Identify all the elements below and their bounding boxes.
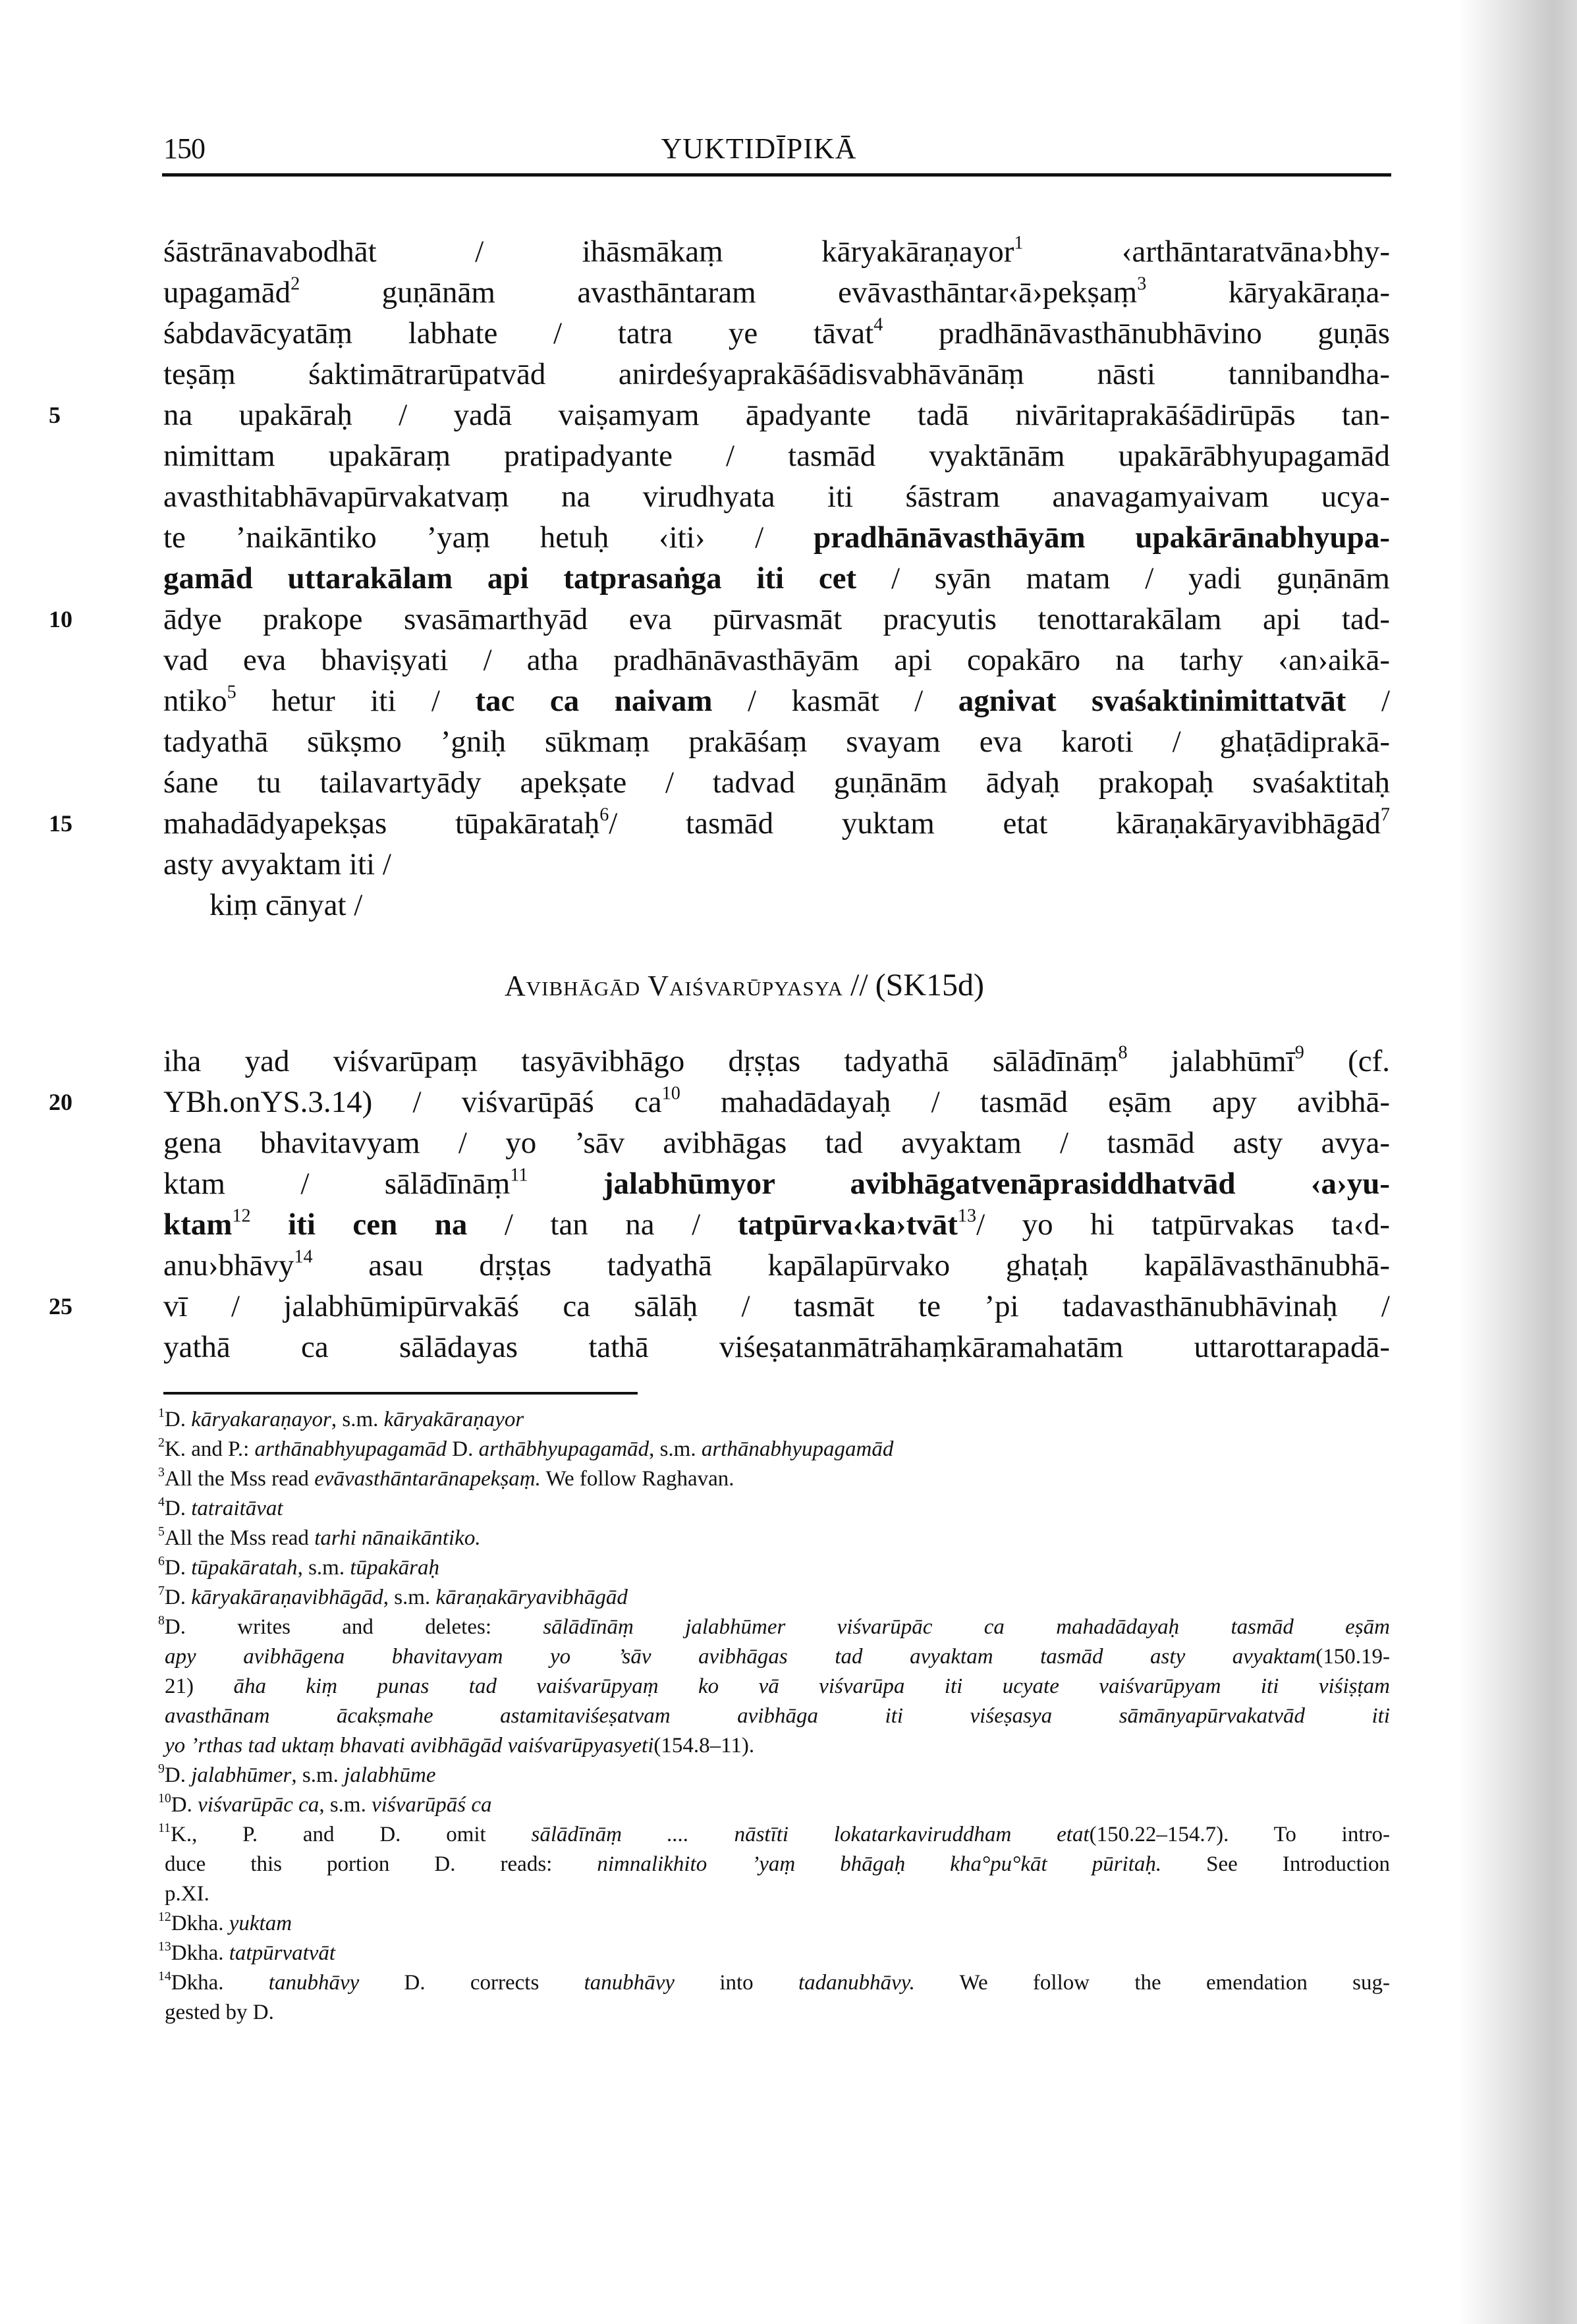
text-run: (150.22–154.7). To intro-	[1089, 1823, 1390, 1846]
footnote-marker: 7	[1380, 804, 1391, 825]
text-line	[163, 803, 1390, 844]
text-line	[163, 517, 1390, 558]
footnote-marker: 3	[158, 1465, 165, 1480]
footnote-marker: 4	[158, 1495, 165, 1510]
footnote-line	[158, 1583, 1390, 1613]
footnote-marker: 5	[158, 1524, 165, 1539]
text-run: /	[1346, 684, 1390, 718]
text-run: / syān matam / yadi guṇānām	[856, 561, 1390, 595]
footnote-line	[158, 1613, 1390, 1642]
footnote	[158, 1435, 1390, 1464]
footnote-line	[158, 1761, 1390, 1790]
text-run: na upakāraḥ / yadā vaiṣamyam āpadyante tadā nivāritaprakāśādirūpās tan-	[163, 398, 1390, 432]
bold-text: jalabhūmyor avibhāgatvenāprasiddhatvād ‹a›yu-	[603, 1167, 1390, 1201]
text-line	[163, 1041, 1390, 1082]
footnote-marker: 11	[158, 1821, 171, 1836]
footnote	[158, 1405, 1390, 1435]
footnotes	[158, 1405, 1390, 2028]
text-run: , s.m.	[297, 1556, 350, 1580]
footnote-marker: 1	[1014, 233, 1024, 254]
italic-text: viśvarūpāś ca	[372, 1793, 492, 1817]
text-run: Dkha.	[171, 1971, 269, 1995]
footnote-marker: 11	[510, 1165, 528, 1186]
text-line	[163, 1204, 1390, 1245]
italic-text: arthābhyupagamād	[478, 1437, 650, 1461]
text-line	[163, 1082, 1390, 1122]
footnote-marker: 3	[1137, 273, 1147, 294]
text-run: pradhānāvasthānubhāvino guṇās	[883, 316, 1390, 350]
text-line	[163, 395, 1390, 435]
text-run: D.	[164, 1556, 192, 1580]
text-run: ktam / sālādīnāṃ	[163, 1167, 511, 1201]
text-run: We follow Raghavan.	[540, 1467, 734, 1491]
italic-text: kāraṇakāryavibhāgād	[435, 1586, 628, 1609]
page-edge-shadow	[1458, 0, 1577, 2324]
text-run: / yo hi tatpūrvakas ta‹d-	[976, 1207, 1390, 1242]
text-run: (cf.	[1304, 1044, 1390, 1078]
italic-text: apy avibhāgena bhavitavyam yo ’sāv avibhāgas tad avyaktam tasmād asty avyaktam	[165, 1645, 1316, 1669]
text-run: jalabhūmī	[1127, 1044, 1295, 1078]
footnote	[158, 1613, 1390, 1761]
footnote-marker: 2	[290, 273, 300, 294]
text-line	[163, 558, 1390, 599]
text-run: / tasmād yuktam etat kāraṇakāryavibhāgād	[609, 806, 1381, 841]
italic-text: tanubhāvy	[584, 1971, 675, 1995]
text-run: Dkha.	[171, 1941, 229, 1965]
footnote-line	[158, 1642, 1390, 1672]
text-line	[163, 1327, 1390, 1368]
footnote-marker: 7	[158, 1584, 165, 1599]
text-line	[163, 640, 1390, 680]
footnote-marker: 1	[158, 1406, 165, 1421]
text-run: / kasmāt /	[712, 684, 958, 718]
text-run: Dkha.	[171, 1912, 229, 1935]
text-run: iha yad viśvarūpaṃ tasyāvibhāgo dṛṣṭas tadyathā sālādīnāṃ	[163, 1044, 1119, 1078]
footnote-line	[158, 1968, 1390, 1998]
text-run: vī / jalabhūmipūrvakāś ca sālāḥ / tasmāt te ’pi tadavasthānubhāvinaḥ /	[163, 1289, 1390, 1323]
footnote	[158, 1790, 1390, 1820]
text-run: guṇānām avasthāntaram evāvasthāntar‹ā›pekṣaṃ	[300, 275, 1138, 310]
footnote-line	[158, 1879, 1390, 1909]
text-run: yathā ca sālādayas tathā viśeṣatanmātrāhaṃkāramahatām uttarottarapadā-	[163, 1330, 1390, 1364]
footnote-line	[158, 1405, 1390, 1435]
footnote-marker: 10	[158, 1791, 171, 1806]
text-run: , s.m.	[331, 1408, 384, 1431]
text-line	[163, 231, 1390, 272]
italic-text: avasthānam ācakṣmahe astamitaviśeṣatvam avibhāga iti viśeṣasya sāmānyapūrvakatvād iti	[165, 1704, 1390, 1728]
text-run: gested by D.	[165, 2001, 274, 2024]
line-number: 20	[49, 1089, 72, 1115]
italic-text: viśvarūpāc ca	[198, 1793, 319, 1817]
footnote-marker: 14	[294, 1246, 313, 1267]
text-run: te ’naikāntiko ’yaṃ hetuḥ ‹iti› /	[163, 520, 814, 555]
text-run: , s.m.	[319, 1793, 372, 1817]
text-run: hetur iti /	[236, 684, 476, 718]
footnote-marker: 8	[158, 1613, 165, 1628]
footnote-line	[158, 1939, 1390, 1968]
footnote	[158, 1761, 1390, 1790]
text-run: (154.8–11).	[653, 1734, 755, 1757]
italic-text: yuktam	[229, 1912, 292, 1935]
text-run: ntiko	[163, 684, 227, 718]
footnote-line	[158, 1731, 1390, 1761]
footnote-line	[158, 1435, 1390, 1464]
footnote	[158, 1524, 1390, 1553]
text-run: 21)	[165, 1674, 234, 1698]
footnote	[158, 1553, 1390, 1583]
line-number: 5	[49, 402, 61, 428]
italic-text: tarhi nānaikāntiko.	[314, 1526, 481, 1550]
text-run: , s.m.	[649, 1437, 702, 1461]
text-run: śāstrānavabodhāt / ihāsmākaṃ kāryakāraṇayor	[163, 235, 1014, 269]
bold-text: iti cen na	[288, 1207, 468, 1242]
karika-separator: //	[850, 968, 868, 1003]
footnote-line	[158, 1820, 1390, 1850]
karika-title: Avibhāgād Vaiśvarūpyasya	[504, 970, 844, 1002]
italic-text: tadanubhāvy.	[798, 1971, 915, 1995]
line-number: 10	[49, 606, 72, 632]
italic-text: tatpūrvatvāt	[229, 1941, 336, 1965]
karika-reference: (SK15d)	[875, 968, 985, 1003]
text-run: p.XI.	[165, 1882, 209, 1906]
footnote-marker: 2	[158, 1435, 165, 1451]
text-line	[163, 313, 1390, 354]
text-run: K. and P.:	[164, 1437, 255, 1461]
page-number: 150	[163, 132, 205, 165]
footnote	[158, 1968, 1390, 2028]
text-line	[163, 354, 1390, 395]
text-line	[163, 680, 1390, 721]
text-line	[163, 885, 1390, 926]
text-run: All the Mss read	[164, 1526, 315, 1550]
footnote-marker: 8	[1118, 1042, 1128, 1063]
footnote-line	[158, 1998, 1390, 2028]
footnote-marker: 6	[599, 804, 609, 825]
text-run: D. corrects	[359, 1971, 584, 1995]
text-run: avasthitabhāvapūrvakatvaṃ na virudhyata iti śāstram anavagamyaivam ucya-	[163, 480, 1390, 514]
text-run: D.	[164, 1497, 192, 1520]
text-run: D.	[164, 1408, 192, 1431]
text-line	[163, 272, 1390, 313]
italic-text: tūpakāraḥ	[350, 1556, 439, 1580]
bold-text: ktam	[163, 1207, 233, 1242]
text-run: into	[675, 1971, 798, 1995]
footnote	[158, 1820, 1390, 1909]
italic-text: nimnalikhito ’yaṃ bhāgaḥ kha°pu°kāt pūritaḥ.	[597, 1852, 1162, 1876]
text-line	[163, 1122, 1390, 1163]
text-line	[163, 476, 1390, 517]
text-run: vad eva bhaviṣyati / atha pradhānāvasthāyām api copakāro na tarhy ‹an›aikā-	[163, 643, 1390, 677]
italic-text: kāryakāraṇavibhāgād	[191, 1586, 383, 1609]
text-line	[163, 1245, 1390, 1286]
text-run: śane tu tailavartyādy apekṣate / tadvad guṇānām ādyaḥ prakopaḥ svaśaktitaḥ	[163, 765, 1390, 800]
footnote-marker: 9	[1294, 1042, 1304, 1063]
footnote-line	[158, 1702, 1390, 1731]
footnote-marker: 6	[158, 1554, 165, 1569]
line-number: 25	[49, 1293, 72, 1319]
text-line	[163, 435, 1390, 476]
italic-text: tūpakāratah	[191, 1556, 298, 1580]
italic-text: evāvasthāntarānapekṣaṃ.	[314, 1467, 541, 1491]
text-run: All the Mss read	[164, 1467, 315, 1491]
footnote-marker: 13	[158, 1939, 171, 1954]
italic-text: kāryakaraṇayor	[191, 1408, 331, 1431]
bold-text: agnivat svaśaktinimittatvāt	[958, 684, 1346, 718]
text-run: kāryakāraṇa-	[1146, 275, 1391, 310]
bold-text: pradhānāvasthāyām upakārānabhyupa-	[813, 520, 1390, 555]
text-line	[163, 721, 1390, 762]
italic-text: tatraitāvat	[191, 1497, 283, 1520]
text-run: D.	[164, 1586, 192, 1609]
footnote-line	[158, 1850, 1390, 1879]
text-line	[163, 1286, 1390, 1327]
bold-text: tac ca naivam	[475, 684, 713, 718]
footnote-line	[158, 1524, 1390, 1553]
footnote-line	[158, 1494, 1390, 1524]
text-run: K., P. and D. omit	[171, 1823, 532, 1846]
italic-text: jalabhūme	[344, 1763, 436, 1787]
footnote-marker: 13	[957, 1205, 977, 1227]
text-run: upagamād	[163, 275, 291, 310]
italic-text: arthānabhyupagamād	[254, 1437, 447, 1461]
karika-heading	[0, 965, 1489, 1006]
italic-text: tanubhāvy	[268, 1971, 360, 1995]
text-run: D.	[446, 1437, 479, 1461]
text-run: (150.19-	[1315, 1645, 1390, 1669]
footnote-line	[158, 1909, 1390, 1939]
text-run: D.	[171, 1793, 198, 1817]
text-line	[163, 599, 1390, 640]
text-line	[163, 1163, 1390, 1204]
footnote-rule	[163, 1392, 638, 1395]
text-run: asau dṛṣṭas tadyathā kapālapūrvako ghaṭaḥ kapālāvasthānubhā-	[312, 1248, 1390, 1283]
italic-text: arthānabhyupagamād	[701, 1437, 894, 1461]
footnote-marker: 5	[227, 682, 236, 703]
footnote-line	[158, 1672, 1390, 1702]
italic-text: sālādīnāṃ .... nāstīti lokatarkaviruddham etat	[531, 1823, 1090, 1846]
text-run: teṣāṃ śaktimātrarūpatvād anirdeśyaprakāśādisvabhāvānāṃ nāsti tannibandha-	[163, 357, 1390, 391]
footnote-marker: 10	[661, 1083, 680, 1104]
text-run: kiṃ cānyat /	[209, 888, 363, 922]
footnote	[158, 1909, 1390, 1939]
text-run: nimittam upakāraṃ pratipadyante / tasmād vyaktānām upakārābhyupagamād	[163, 439, 1390, 473]
italic-text: sālādīnāṃ jalabhūmer viśvarūpāc ca mahadādayaḥ tasmād eṣām	[543, 1615, 1390, 1639]
text-line	[163, 762, 1390, 803]
text-run: YBh.onYS.3.14) / viśvarūpāś ca	[163, 1085, 662, 1119]
italic-text: jalabhūmer	[191, 1763, 292, 1787]
text-run: , s.m.	[291, 1763, 345, 1787]
footnote-marker: 4	[873, 314, 883, 335]
text-run: , s.m.	[383, 1586, 436, 1609]
text-run: anu›bhāvy	[163, 1248, 294, 1283]
footnote-line	[158, 1553, 1390, 1583]
bold-text: gamād uttarakālam api tatprasaṅga iti cet	[163, 561, 857, 595]
footnote	[158, 1494, 1390, 1524]
main-text-block	[163, 231, 1390, 926]
text-run: mahadādyapekṣas tūpakārataḥ	[163, 806, 600, 841]
text-run: tadyathā sūkṣmo ’gniḥ sūkmaṃ prakāśaṃ svayam eva karoti / ghaṭādiprakā-	[163, 725, 1390, 759]
text-run	[528, 1167, 603, 1201]
text-run	[251, 1207, 288, 1242]
text-line	[163, 844, 1390, 885]
text-run: duce this portion D. reads:	[165, 1852, 597, 1876]
text-run: śabdavācyatāṃ labhate / tatra ye tāvat	[163, 316, 874, 350]
footnote-marker: 12	[158, 1910, 171, 1925]
text-run: ‹arthāntaratvāna›bhy-	[1023, 235, 1390, 269]
footnote-line	[158, 1464, 1390, 1494]
footnote-line	[158, 1790, 1390, 1820]
text-run: / tan na /	[467, 1207, 738, 1242]
bold-text: tatpūrva‹ka›tvāt	[737, 1207, 958, 1242]
text-run: D. writes and deletes:	[164, 1615, 543, 1639]
italic-text: yo ’rthas tad uktaṃ bhavati avibhāgād vaiśvarūpyasyeti	[165, 1734, 654, 1757]
footnote	[158, 1583, 1390, 1613]
running-title: YUKTIDĪPIKĀ	[661, 132, 857, 165]
text-run: mahadādayaḥ / tasmād eṣām apy avibhā-	[680, 1085, 1390, 1119]
text-run: D.	[164, 1763, 192, 1787]
italic-text: āha kiṃ punas tad vaiśvarūpyaṃ ko vā viśvarūpa iti ucyate vaiśvarūpyam iti viśiṣṭam	[233, 1674, 1390, 1698]
text-run: We follow the emendation sug-	[914, 1971, 1390, 1995]
text-run: gena bhavitavyam / yo ’sāv avibhāgas tad avyaktam / tasmād asty avya-	[163, 1126, 1390, 1160]
footnote	[158, 1939, 1390, 1968]
text-run: asty avyaktam iti /	[163, 847, 391, 881]
footnote-marker: 9	[158, 1761, 165, 1777]
footnote-marker: 12	[232, 1205, 251, 1227]
footnote	[158, 1464, 1390, 1494]
line-number: 15	[49, 810, 72, 837]
text-run: See Introduction	[1161, 1852, 1391, 1876]
footnote-marker: 14	[158, 1969, 171, 1984]
italic-text: kāryakāraṇayor	[383, 1408, 524, 1431]
main-text-block-continued	[163, 1041, 1390, 1368]
header-rule	[162, 173, 1391, 177]
text-run: ādye prakope svasāmarthyād eva pūrvasmāt pracyutis tenottarakālam api tad-	[163, 602, 1390, 636]
